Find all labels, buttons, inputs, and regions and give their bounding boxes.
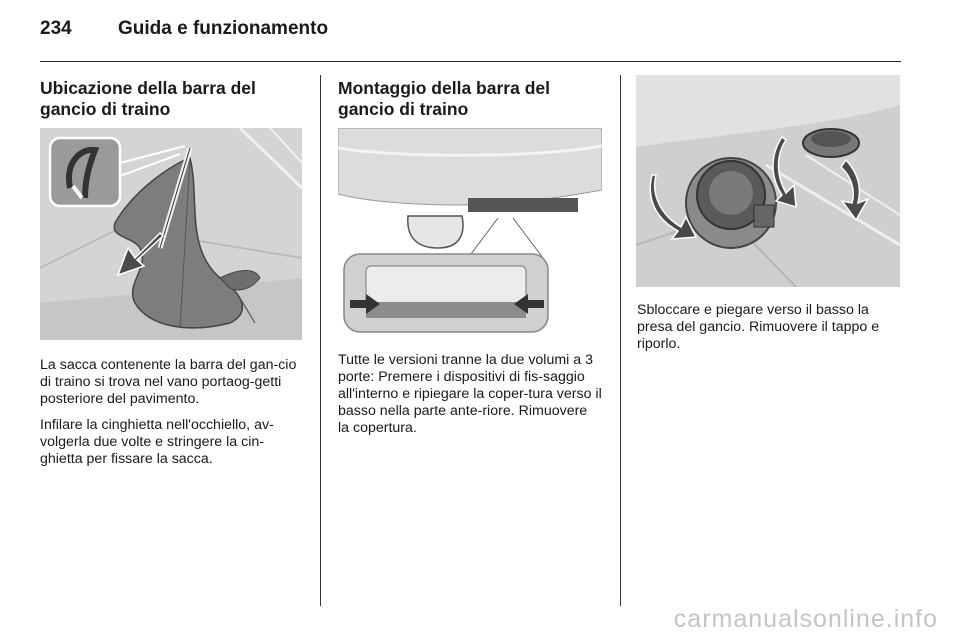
illustration-bumper-cover xyxy=(338,128,602,340)
column-divider-2 xyxy=(620,75,621,606)
section-heading-mounting: Montaggio della barra del gancio di traino xyxy=(338,78,550,119)
hitch-socket-drawing xyxy=(636,75,900,287)
paragraph: Sbloccare e piegare verso il basso la presa del gancio. Rimuovere il tappo e riporlo. xyxy=(637,302,880,352)
bumper-cover-drawing xyxy=(338,128,602,340)
section-heading-location: Ubicazione della barra del gancio di traino xyxy=(40,78,256,119)
column-divider-1 xyxy=(320,75,321,606)
paragraph: Tutte le versioni tranne la due volumi a 3 porte: Premere i dispositivi di fis-saggio all'interno e ripiegare la coper-tura verso il basso nella parte ante-riore. Rimuovere la copertura. xyxy=(338,352,602,436)
paragraph: La sacca contenente la barra del gan-cio di traino si trova nel vano portaog-getti posteriore del pavimento. xyxy=(40,357,297,407)
body-text-col2 xyxy=(338,352,602,446)
watermark: carmanualsonline.info xyxy=(673,605,938,633)
paragraph: Infilare la cinghietta nell'occhiello, av-volgerla due volte e stringere la cin-ghietta per fissare la sacca. xyxy=(40,417,274,467)
page-header: Guida e funzionamento xyxy=(118,18,329,39)
illustration-towbar-bag xyxy=(40,128,302,340)
towbar-bag-drawing xyxy=(40,128,302,340)
page-number: 234 xyxy=(40,18,72,39)
body-text-col1 xyxy=(40,357,304,477)
header-rule xyxy=(40,61,901,62)
illustration-hitch-socket xyxy=(636,75,900,287)
body-text-col3 xyxy=(637,302,901,362)
